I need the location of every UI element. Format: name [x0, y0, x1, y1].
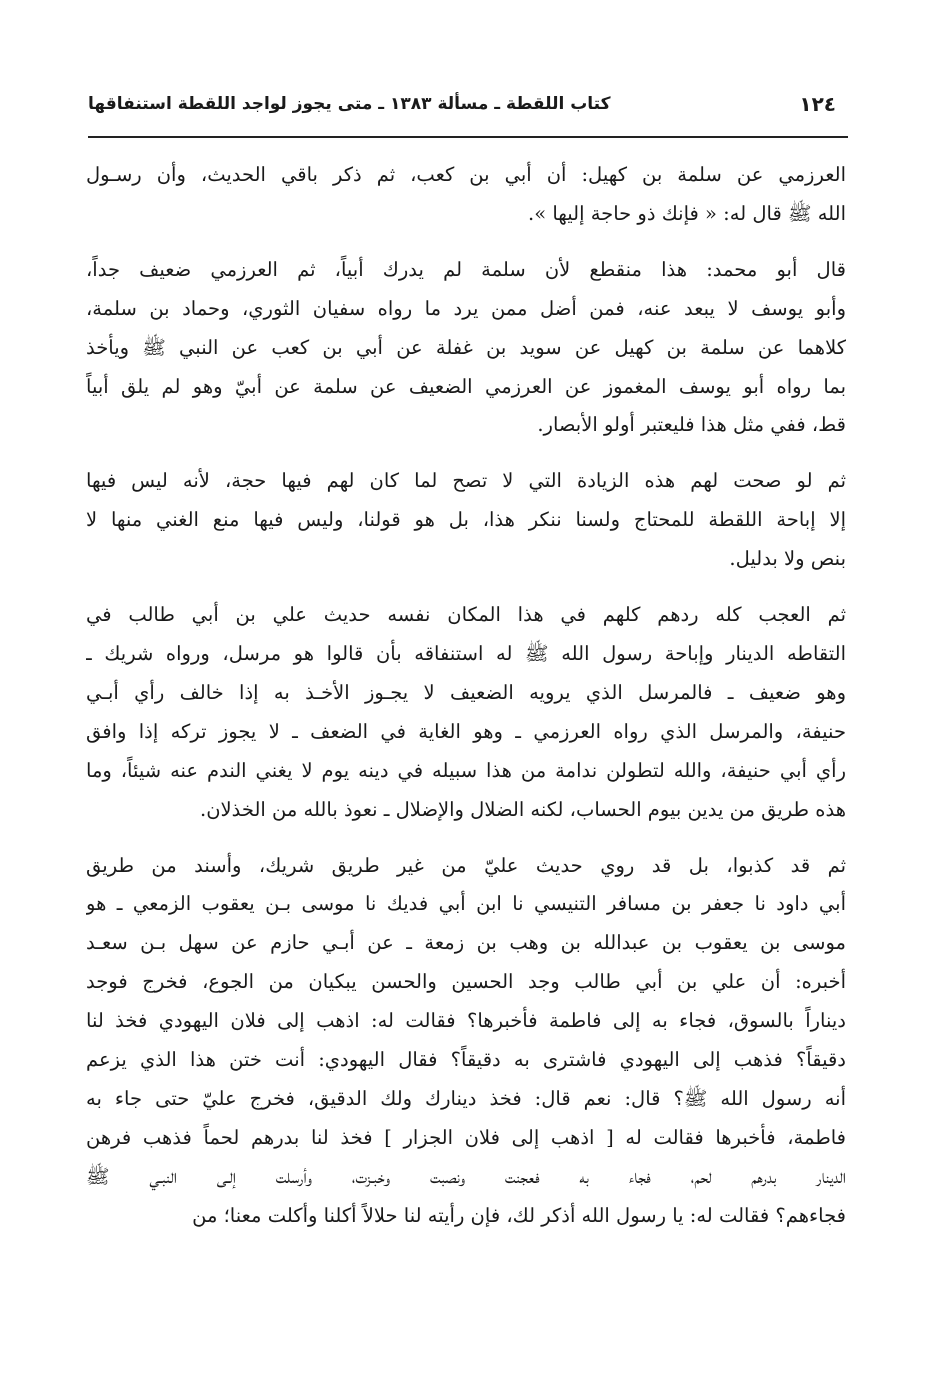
text-line: موسى بن يعقوب بن عبدالله بن وهب بن زمعة ـ عن أبـي حازم عن سهل بـن سعـد: [86, 931, 846, 955]
text-line: وأبو يوسف لا يبعد عنه، فمن أضل ممن يرد ما رواه سفيان الثوري، وحماد بن سلمة،: [86, 296, 846, 320]
text-line: الله ﷺ قال له: « فإنك ذو حاجة إليها ».: [528, 201, 846, 225]
text-line: رأي أبي حنيفة، والله لتطولن ندامة من هذا سبيله في دينه يوم لا يغني الندم عنه شيئاً، وما: [86, 758, 846, 782]
text-line: دقيقاً؟ فذهب إلى اليهودي فاشترى به دقيقاً؟ فقال اليهودي: أنت ختن هذا الذي يزعم: [86, 1048, 846, 1072]
text-line: كلاهما عن سلمة بن كهيل عن سويد بن غفلة عن أبي بن كعب عن النبي ﷺ ويأخذ: [86, 335, 846, 359]
page-header: [88, 84, 836, 124]
text-line: بنص ولا بدليل.: [729, 547, 846, 571]
text-line: ثم العجب كله ردهم كلهم في هذا المكان نفسه حديث علي بن أبي طالب في: [86, 603, 846, 627]
paragraph: [86, 596, 846, 829]
paragraph: [86, 251, 846, 446]
text-line: ثم قد كذبوا، بل قد روي حديث عليّ من غير طريق شريك، وأسند من طريق: [86, 853, 846, 877]
text-line: هذه طريق من يدين بيوم الحساب، لكنه الضلال والإضلال ـ نعوذ بالله من الخذلان.: [200, 797, 846, 821]
running-title: كتاب اللقطة ـ مسألة ١٣٨٣ ـ متى يجوز لواجد اللقطة استنفاقها: [88, 94, 611, 114]
text-line: فجاءهم؟ فقالت له: يا رسول الله أذكر لك، فإن رأيته لنا حلالاً أكلنا وأكلت معنا؛ من: [192, 1203, 846, 1227]
page-number: ١٢٤: [799, 92, 836, 116]
text-line: أخبره: أن علي بن أبي طالب وجد الحسين والحسن يبكيان من الجوع، فخرج فوجد: [86, 970, 846, 994]
text-line: حنيفة، والمرسل الذي رواه العرزمي ـ وهو الغاية في الضعف ـ لا يجوز تركه إذا وافق: [86, 719, 846, 743]
text-line: أبي داود نا جعفر بن مسافر التنيسي نا ابن أبي فديك نا موسى بـن يعقوب الزمعي ـ هو: [86, 892, 846, 916]
text-line: قط، ففي مثل هذا فليعتبر أولو الأبصار.: [537, 413, 846, 437]
paragraph: [86, 847, 846, 1236]
text-line: ديناراً بالسوق، فجاء به إلى فاطمة فأخبرها؟ فقالت له: اذهب إلى فلان اليهودي فخذ لنا: [86, 1009, 846, 1033]
text-line: الدينار بدرهم لحم، فجاء به فعجنت ونصبت وخبـزت، وأرسلت إلـى النبـي ﷺ: [86, 1164, 846, 1188]
text-line: ثم لو صحت لهم هذه الزيادة التي لا تصح لما كان لهم فيها حجة، لأنه ليس فيها: [86, 469, 846, 493]
text-line: بما رواه أبو يوسف المغموز عن العرزمي الضعيف عن سلمة عن أبيّ وهو لم يلق أبياً: [86, 374, 846, 398]
text-line: قال أبو محمد: هذا منقطع لأن سلمة لم يدرك أبياً، ثم العرزمي ضعيف جداً،: [86, 257, 846, 281]
text-line: التقاطه الدينار وإباحة رسول الله ﷺ له استنفاقه بأن قالوا هو مرسل، ورواه شريك ـ: [86, 641, 846, 665]
page-body: [86, 156, 846, 1253]
text-line: العرزمي عن سلمة بن كهيل: أن أبي بن كعب، ثم ذكر باقي الحديث، وأن رسـول: [86, 163, 846, 186]
text-line: إلا إباحة اللقطة للمحتاج ولسنا ننكر هذا، بل هو قولنا، وليس فيها منع الغني منها لا: [86, 508, 846, 532]
text-line: أنه رسول الله ﷺ؟ قال: نعم قال: فخذ دينارك ولك الدقيق، فخرج عليّ حتى جاء به: [86, 1086, 846, 1110]
header-rule: [88, 136, 848, 138]
paragraph: [86, 462, 846, 579]
text-line: وهو ضعيف ـ فالمرسل الذي يرويه الضعيف لا يجـوز الأخـذ به إذا خالف رأي أبـي: [86, 680, 846, 704]
text-line: فاطمة، فأخبرها فقالت له [ اذهب إلى فلان الجزار ] فخذ لنا بدرهم لحماً فذهب فرهن: [86, 1125, 846, 1149]
paragraph: [86, 156, 846, 234]
